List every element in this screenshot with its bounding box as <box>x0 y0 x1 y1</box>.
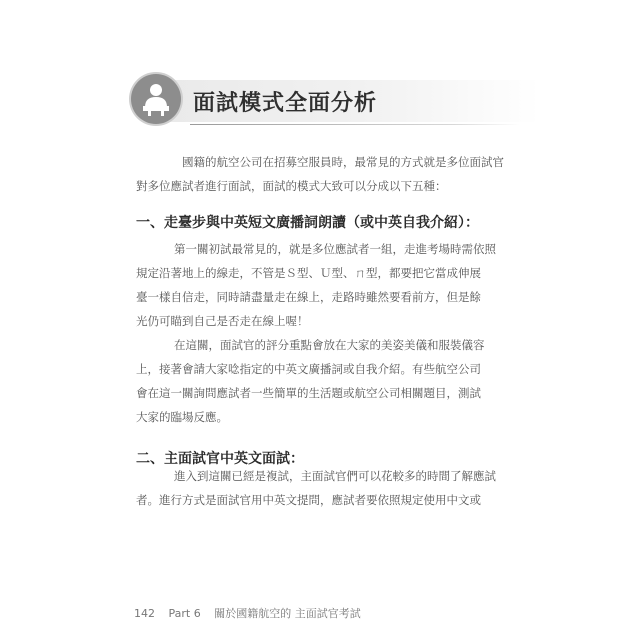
footer-title: 關於國籍航空的 主面試官考試 <box>214 607 361 620</box>
chapter-header-rule <box>190 124 520 125</box>
text-line: 規定沿著地上的線走，不管是Ｓ型、Ｕ型、ㄇ型，都要把它當成伸展 <box>136 266 481 280</box>
text-line: 第一關初試最常見的，就是多位應試者一組，走進考場時需依照 <box>174 242 496 256</box>
page-number: 142 <box>134 607 155 620</box>
intro-paragraph <box>136 150 504 198</box>
section-heading: 一、走臺步與中英短文廣播詞朗讀（或中英自我介紹）： <box>136 215 479 231</box>
text-line: 會在這一關詢問應試者一些簡單的生活題或航空公司相關題目，測試 <box>136 386 481 400</box>
paragraph <box>136 333 486 429</box>
paragraph <box>136 237 496 333</box>
text-line: 臺一樣自信走，同時請盡量走在線上，走路時雖然要看前方，但是餘 <box>136 290 481 304</box>
section-heading: 二、主面試官中英文面試： <box>136 451 304 467</box>
text-line: 對多位應試者進行面試，面試的模式大致可以分成以下五種： <box>136 179 447 193</box>
text-line: 國籍的航空公司在招募空服員時，最常見的方式就是多位面試官 <box>182 155 504 169</box>
text-line: 在這關，面試官的評分重點會放在大家的美姿美儀和服裝儀容 <box>174 338 485 352</box>
page-footer <box>134 605 371 621</box>
chapter-title: 面試模式全面分析 <box>193 91 378 116</box>
footer-part: Part 6 <box>168 607 201 620</box>
interviewer-person-icon <box>131 74 181 124</box>
text-line: 大家的臨場反應。 <box>136 410 228 424</box>
text-line: 上，接著會請大家唸指定的中英文廣播詞或自我介紹。有些航空公司 <box>136 362 481 376</box>
text-line: 者。進行方式是面試官用中英文提問，應試者要依照規定使用中文或 <box>136 493 481 507</box>
paragraph <box>136 464 496 512</box>
text-line: 光仍可瞄到自己是否走在線上喔！ <box>136 314 309 328</box>
text-line: 進入到這關已經是複試，主面試官們可以花較多的時間了解應試 <box>174 469 496 483</box>
